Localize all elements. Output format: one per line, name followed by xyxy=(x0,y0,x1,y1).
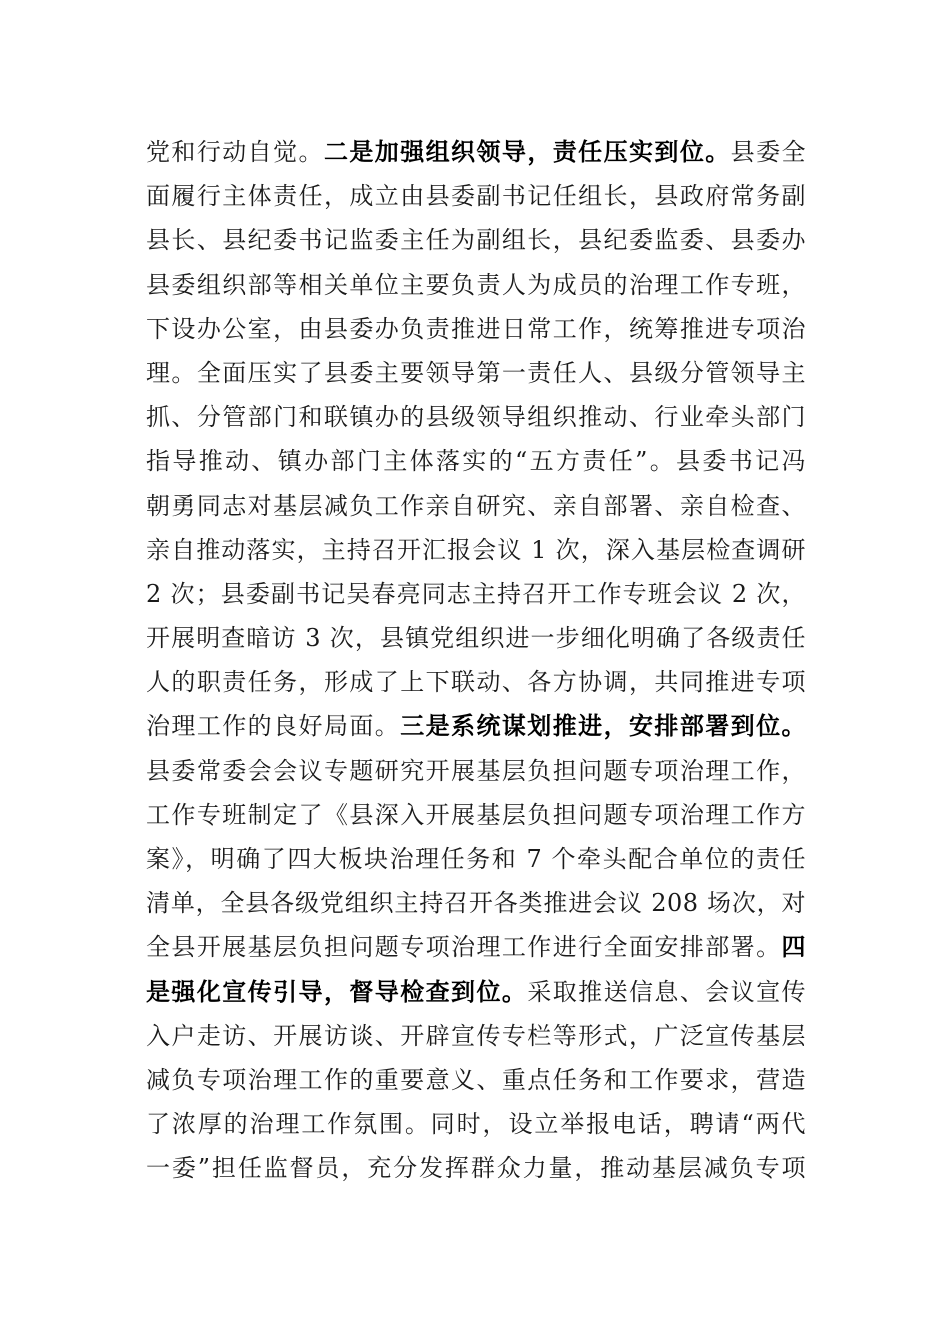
text-line xyxy=(146,484,806,528)
body-text: 理。全面压实了县委主要领导第一责任人、县级分管领导主 xyxy=(146,358,806,387)
body-text: 案》，明确了四大板块治理任务和 7 个牵头配合单位的责任 xyxy=(146,845,806,873)
text-line xyxy=(146,793,806,837)
body-text: 2 次；县委副书记吴春亮同志主持召开工作专班会议 2 次， xyxy=(146,579,806,608)
text-line xyxy=(146,1014,806,1058)
text-line xyxy=(146,881,806,925)
body-text: 县委组织部等相关单位主要负责人为成员的治理工作专班， xyxy=(146,270,806,299)
text-line xyxy=(146,130,806,174)
body-text: 全县开展基层负担问题专项治理工作进行全面安排部署。 xyxy=(146,933,782,962)
text-line xyxy=(146,1102,806,1146)
bold-heading-text: 二是加强组织领导，责任压实到位。 xyxy=(323,137,731,166)
text-line xyxy=(146,263,806,307)
bold-heading-text: 是强化宣传引导，督导检查到位。 xyxy=(146,976,528,1006)
body-text: 县长、县纪委书记监委主任为副组长，县纪委监委、县委办 xyxy=(146,226,806,255)
body-paragraph xyxy=(146,130,806,1191)
body-text: 亲自推动落实，主持召开汇报会议 1 次，深入基层检查调研 xyxy=(146,535,806,564)
text-line xyxy=(146,970,806,1014)
body-text: 开展明查暗访 3 次，县镇党组织进一步细化明确了各级责任 xyxy=(146,624,806,653)
text-line xyxy=(146,1146,806,1190)
body-text: 入户走访、开展访谈、开辟宣传专栏等形式，广泛宣传基层 xyxy=(146,1021,806,1050)
text-line xyxy=(146,749,806,793)
body-text: 指导推动、镇办部门主体落实的“五方责任”。县委书记冯 xyxy=(146,447,806,476)
body-text: 减负专项治理工作的重要意义、重点任务和工作要求，营造 xyxy=(146,1065,806,1094)
bold-heading-text: 四 xyxy=(781,932,806,962)
body-text: 县委全 xyxy=(730,138,806,166)
text-line xyxy=(146,572,806,616)
text-line xyxy=(146,174,806,218)
text-line xyxy=(146,837,806,881)
text-line xyxy=(146,616,806,660)
text-line xyxy=(146,660,806,704)
text-line xyxy=(146,528,806,572)
text-line xyxy=(146,351,806,395)
body-text: 治理工作的良好局面。 xyxy=(146,712,401,741)
body-text: 朝勇同志对基层减负工作亲自研究、亲自部署、亲自检查、 xyxy=(146,491,806,520)
body-text: 下设办公室，由县委办负责推进日常工作，统筹推进专项治 xyxy=(146,314,806,343)
text-line xyxy=(146,307,806,351)
text-line xyxy=(146,1058,806,1102)
text-line xyxy=(146,395,806,439)
body-text: 了浓厚的治理工作氛围。同时，设立举报电话，聘请“两代 xyxy=(146,1110,806,1139)
text-line xyxy=(146,704,806,748)
text-line xyxy=(146,439,806,483)
body-text: 清单，全县各级党组织主持召开各类推进会议 208 场次，对 xyxy=(146,889,806,918)
text-line xyxy=(146,925,806,969)
body-text: 党和行动自觉。 xyxy=(146,138,324,166)
body-text: 人的职责任务，形成了上下联动、各方协调，共同推进专项 xyxy=(146,668,806,697)
body-text: 县委常委会会议专题研究开展基层负担问题专项治理工作， xyxy=(146,756,806,785)
body-text: 一委”担任监督员，充分发挥群众力量，推动基层减负专项 xyxy=(146,1154,806,1183)
body-text: 工作专班制定了《县深入开展基层负担问题专项治理工作方 xyxy=(146,800,806,829)
body-text: 采取推送信息、会议宣传 xyxy=(527,977,806,1006)
body-text: 面履行主体责任，成立由县委副书记任组长，县政府常务副 xyxy=(146,182,806,211)
body-text: 抓、分管部门和联镇办的县级领导组织推动、行业牵头部门 xyxy=(146,403,806,432)
text-line xyxy=(146,218,806,262)
bold-heading-text: 三是系统谋划推进，安排部署到位。 xyxy=(400,711,806,741)
